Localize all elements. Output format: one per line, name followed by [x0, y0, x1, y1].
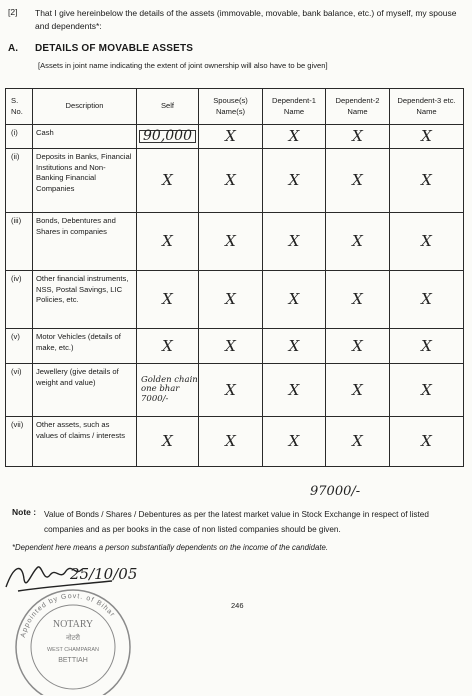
movable-assets-table [5, 88, 464, 467]
handwritten-total: 97000/- [310, 484, 361, 499]
spouse-mark: X [199, 213, 263, 271]
row-description: Other financial instruments, NSS, Postal Savings, LIC Policies, etc. [33, 271, 137, 329]
row-sno: (iii) [6, 213, 33, 271]
dependent-3-mark: X [390, 213, 464, 271]
notary-seal [12, 585, 134, 695]
dependent-1-mark: X [263, 213, 326, 271]
intro-number: [2] [8, 7, 18, 17]
dependent-1-mark: X [263, 125, 326, 149]
row-sno: (v) [6, 329, 33, 364]
page-number: 246 [231, 601, 244, 610]
dependent-3-mark: X [390, 417, 464, 467]
table-row [6, 149, 464, 213]
row-sno: (vii) [6, 417, 33, 467]
header-spouse: Spouse(s) Name(s) [199, 89, 263, 125]
row-sno: (iv) [6, 271, 33, 329]
section-subtitle: [Assets in joint name indicating the extent of joint ownership will also have to be given] [38, 61, 328, 70]
spouse-mark: X [199, 271, 263, 329]
dependent-3-mark: X [390, 271, 464, 329]
seal-line-1: नोटरी [66, 634, 80, 642]
dependent-2-mark: X [326, 149, 390, 213]
seal-ring-text: Appointed by Govt. of Bihar [19, 592, 117, 639]
dependent-2-mark: X [326, 417, 390, 467]
spouse-mark: X [199, 125, 263, 149]
table-row [6, 213, 464, 271]
note-label: Note : [12, 507, 37, 517]
dependent-1-mark: X [263, 149, 326, 213]
intro-text: That I give hereinbelow the details of the assets (immovable, movable, bank balance, etc.) of myself, my spouse and dependents*: [35, 8, 457, 31]
dependent-1-mark: X [263, 271, 326, 329]
row-description: Jewellery (give details of weight and value) [33, 364, 137, 417]
self-mark: X [137, 271, 199, 329]
row-sno: (vi) [6, 364, 33, 417]
table-header-row [6, 89, 464, 125]
dependent-1-mark: X [263, 417, 326, 467]
section-letter: A. [8, 43, 18, 54]
row-description: Bonds, Debentures and Shares in companies [33, 213, 137, 271]
header-description: Description [33, 89, 137, 125]
spouse-mark: X [199, 329, 263, 364]
dependent-2-mark: X [326, 125, 390, 149]
header-dependent-3: Dependent-3 etc. Name [390, 89, 464, 125]
dependent-1-mark: X [263, 364, 326, 417]
section-title: DETAILS OF MOVABLE ASSETS [35, 43, 194, 54]
dependent-2-mark: X [326, 213, 390, 271]
note-text: Value of Bonds / Shares / Debentures as per the latest market value in Stock Exchange in respect of listed companies and as per books in the case of non listed companies should be given. [44, 510, 429, 534]
cash-amount: 90,000 [139, 130, 196, 143]
dependent-3-mark: X [390, 149, 464, 213]
row-sno: (i) [6, 125, 33, 149]
dependent-2-mark: X [326, 271, 390, 329]
dependent-2-mark: X [326, 329, 390, 364]
table-row [6, 417, 464, 467]
row-sno: (ii) [6, 149, 33, 213]
self-mark: X [137, 149, 199, 213]
header-dependent-1: Dependent-1 Name [263, 89, 326, 125]
row-description: Deposits in Banks, Financial Institutions and Non-Banking Financial Companies [33, 149, 137, 213]
header-sno: S. No. [6, 89, 33, 125]
self-mark: X [137, 329, 199, 364]
dependent-3-mark: X [390, 125, 464, 149]
self-value [137, 364, 199, 417]
dependent-footnote: *Dependent here means a person substantially dependents on the income of the candidate. [12, 543, 328, 552]
signature-date: 25/10/05 [70, 565, 138, 583]
table-row [6, 271, 464, 329]
dependent-3-mark: X [390, 329, 464, 364]
spouse-mark: X [199, 364, 263, 417]
seal-title: NOTARY [52, 619, 94, 630]
self-mark: X [137, 417, 199, 467]
seal-line-2: WEST CHAMPARAN [46, 647, 100, 653]
jewellery-detail: Golden chain one bhar 7000/- [141, 374, 198, 404]
row-description: Other assets, such as values of claims / interests [33, 417, 137, 467]
dependent-1-mark: X [263, 329, 326, 364]
row-description: Motor Vehicles (details of make, etc.) [33, 329, 137, 364]
header-dependent-2: Dependent-2 Name [326, 89, 390, 125]
spouse-mark: X [199, 417, 263, 467]
header-self: Self [137, 89, 199, 125]
table-row [6, 125, 464, 149]
seal-line-3: BETTIAH [58, 657, 88, 664]
row-description: Cash [33, 125, 137, 149]
self-value [137, 125, 199, 149]
table-row [6, 364, 464, 417]
dependent-2-mark: X [326, 364, 390, 417]
self-mark: X [137, 213, 199, 271]
dependent-3-mark: X [390, 364, 464, 417]
spouse-mark: X [199, 149, 263, 213]
table-row [6, 329, 464, 364]
